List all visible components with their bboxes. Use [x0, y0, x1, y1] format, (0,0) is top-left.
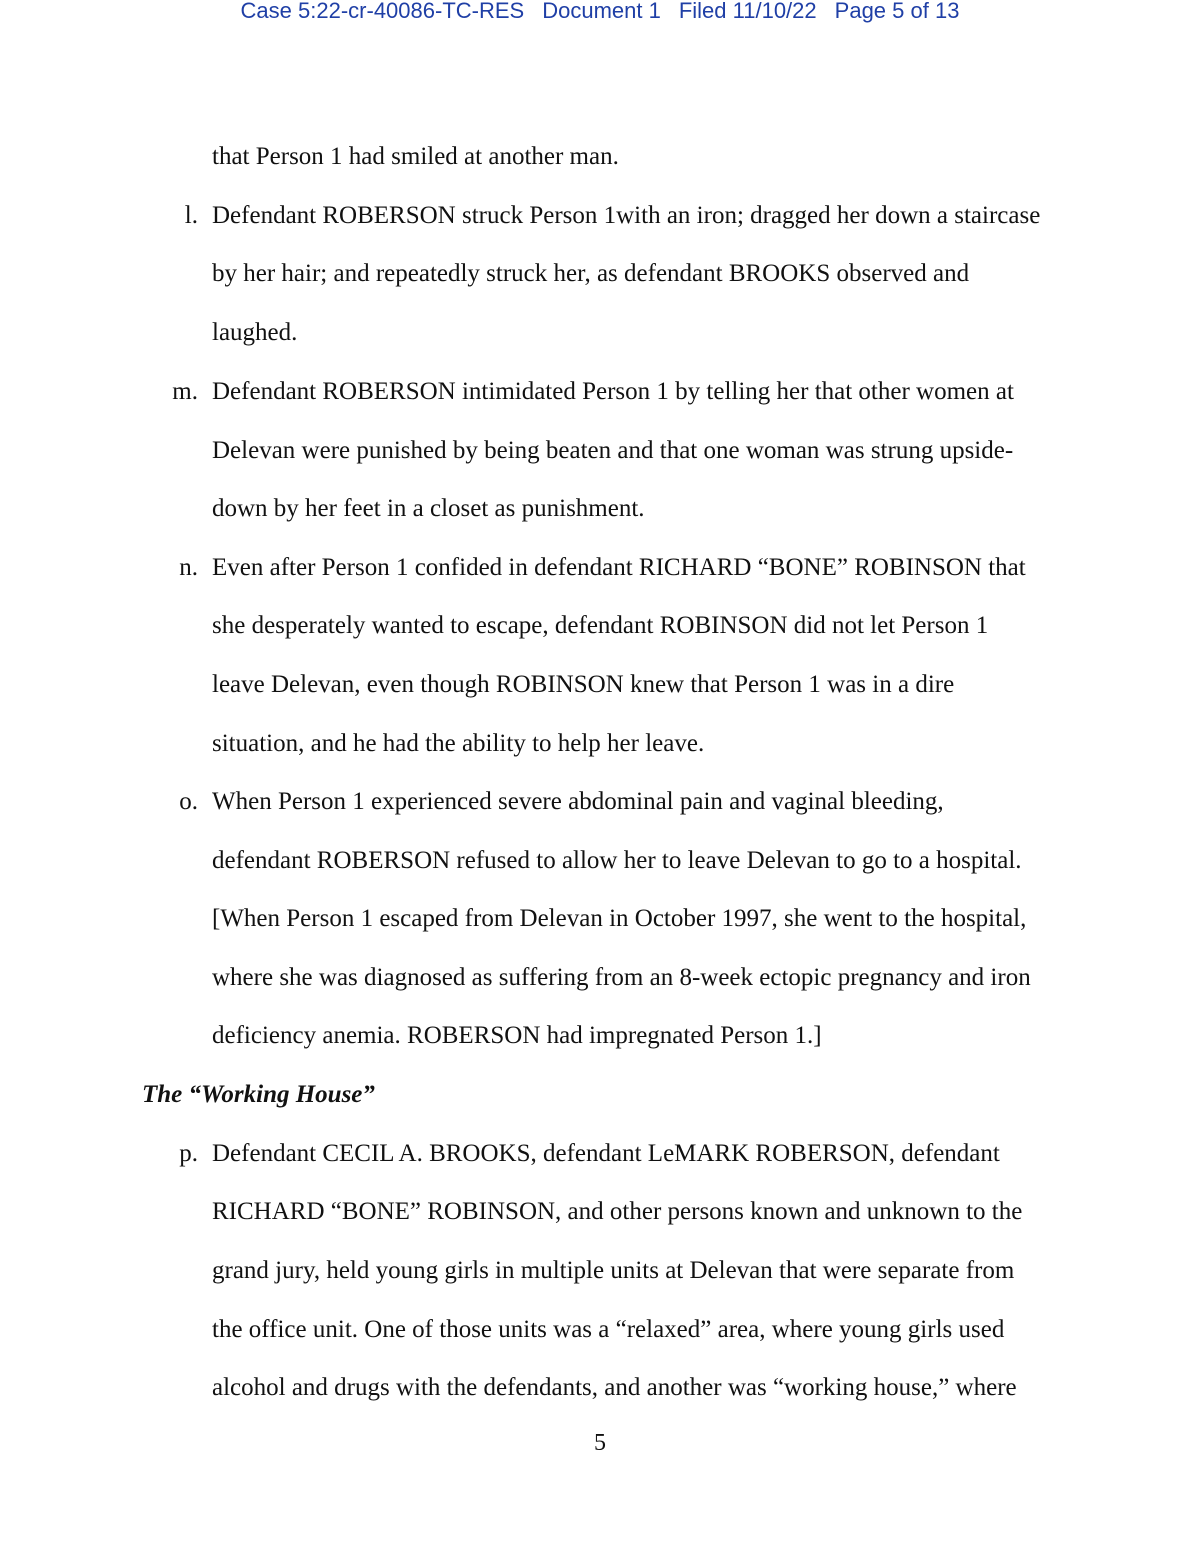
item-marker-o: o.	[179, 788, 198, 815]
item-marker-p: p.	[179, 1140, 198, 1167]
item-marker-m: m.	[172, 378, 198, 405]
continuation-line: that Person 1 had smiled at another man.	[212, 143, 619, 170]
item-marker-n: n.	[179, 554, 198, 581]
item-o-line-2: defendant ROBERSON refused to allow her to leave Delevan to go to a hospital.	[212, 847, 1022, 874]
item-p-line-5: alcohol and drugs with the defendants, and another was “working house,” where	[212, 1374, 1017, 1401]
filed-date: Filed 11/10/22	[678, 0, 817, 23]
item-o-line-5: deficiency anemia. ROBERSON had impregnated Person 1.]	[212, 1022, 822, 1049]
item-l-line-1: Defendant ROBERSON struck Person 1with an iron; dragged her down a staircase	[212, 202, 1041, 229]
ecf-filing-header	[0, 0, 1200, 26]
section-heading: The “Working House”	[142, 1081, 375, 1108]
item-m-line-2: Delevan were punished by being beaten and that one woman was strung upside-	[212, 437, 1014, 464]
page-count: Page 5 of 13	[834, 0, 960, 23]
item-p-line-2: RICHARD “BONE” ROBINSON, and other persons known and unknown to the	[212, 1198, 1023, 1225]
page-number: 5	[594, 1430, 606, 1456]
item-o-line-1: When Person 1 experienced severe abdominal pain and vaginal bleeding,	[212, 788, 944, 815]
item-n-line-2: she desperately wanted to escape, defendant ROBINSON did not let Person 1	[212, 612, 989, 639]
item-n-line-1: Even after Person 1 confided in defendant RICHARD “BONE” ROBINSON that	[212, 554, 1026, 581]
item-o-line-4: where she was diagnosed as suffering from an 8-week ectopic pregnancy and iron	[212, 964, 1031, 991]
item-p-line-3: grand jury, held young girls in multiple units at Delevan that were separate from	[212, 1257, 1015, 1284]
item-o-line-3: [When Person 1 escaped from Delevan in October 1997, she went to the hospital,	[212, 905, 1027, 932]
item-n-line-4: situation, and he had the ability to help her leave.	[212, 730, 705, 757]
item-l-line-2: by her hair; and repeatedly struck her, as defendant BROOKS observed and	[212, 260, 970, 287]
item-m-line-3: down by her feet in a closet as punishment.	[212, 495, 645, 522]
item-p-line-1: Defendant CECIL A. BROOKS, defendant LeMARK ROBERSON, defendant	[212, 1140, 1000, 1167]
item-p-line-4: the office unit. One of those units was a “relaxed” area, where young girls used	[212, 1316, 1005, 1343]
item-l-line-3: laughed.	[212, 319, 298, 346]
document-number: Document 1	[542, 0, 661, 23]
item-n-line-3: leave Delevan, even though ROBINSON knew that Person 1 was in a dire	[212, 671, 955, 698]
case-number: Case 5:22-cr-40086-TC-RES	[240, 0, 525, 23]
item-m-line-1: Defendant ROBERSON intimidated Person 1 by telling her that other women at	[212, 378, 1014, 405]
item-marker-l: l.	[184, 202, 198, 229]
